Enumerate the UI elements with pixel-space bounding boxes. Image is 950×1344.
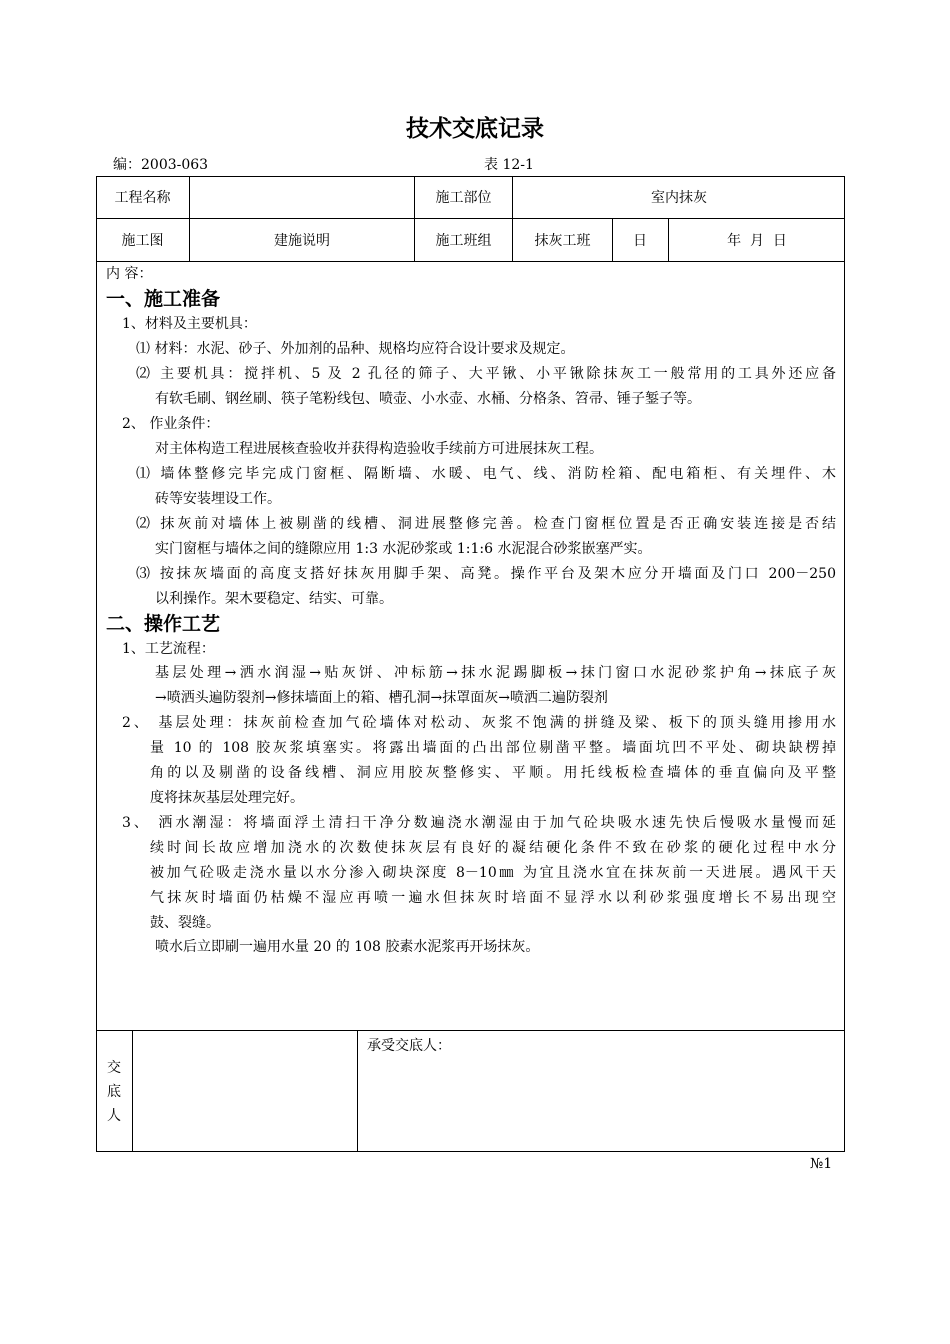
list-item: ⑴ 材料：水泥、砂子、外加剂的品种、规格均应符合设计要求及规定。: [136, 341, 575, 357]
list-item: 2、 作业条件：: [122, 416, 220, 432]
handover-label-char: 交: [107, 1059, 121, 1076]
project-name-label: 工程名称: [114, 190, 171, 206]
list-item: ⑵ 抹灰前对墙体上被剔凿的线槽、洞进展整修完善。检查门窗框位置是否正确安装连接是否结: [136, 516, 836, 532]
list-item: 1、工艺流程：: [122, 641, 215, 657]
list-item: 2、 基层处理：抹灰前检查加气砼墙体对松动、灰浆不饱满的拼缝及梁、板下的顶头缝用掺用水: [122, 715, 836, 731]
list-item: 1、材料及主要机具：: [122, 316, 257, 332]
page-number: №1: [810, 1156, 833, 1172]
table-number: 表 12-1: [484, 157, 534, 173]
handover-label-char: 底: [107, 1083, 121, 1100]
list-item: ⑶ 按抹灰墙面的高度支搭好抹灰用脚手架、高凳。操作平台及架木应分开墙面及门口 200－250: [136, 566, 836, 582]
drawing-label: 施工图: [121, 233, 164, 249]
team-label: 施工班组: [435, 233, 492, 249]
list-item: 以利操作。架木要稳定、结实、可靠。: [155, 591, 393, 607]
row-divider: [96, 261, 845, 262]
list-item: 实门窗框与墙体之间的缝隙应用 1:3 水泥砂浆或 1:1:6 水泥混合砂浆嵌塞严实。: [155, 541, 652, 557]
list-item: 量 10 的 108 胶灰浆填塞实。将露出墙面的凸出部位剔凿平整。墙面坑凹不平处、砌块缺楞掉: [150, 740, 836, 756]
list-item: 基层处理→洒水润湿→贴灰饼、冲标筋→抹水泥踢脚板→抹门窗口水泥砂浆护角→抹底子灰: [155, 665, 836, 681]
day-label: 日: [633, 233, 647, 249]
date-value[interactable]: 年 月 日: [727, 233, 787, 249]
drawing-value[interactable]: 建施说明: [274, 233, 330, 249]
list-item: ⑴ 墙体整修完毕完成门窗框、隔断墙、水暖、电气、线、消防栓箱、配电箱柜、有关埋件、木: [136, 466, 836, 482]
list-item: →喷洒头遍防裂剂→修抹墙面上的箱、槽孔洞→抹罩面灰→喷洒二遍防裂剂: [155, 690, 608, 706]
handover-person-label: [96, 1031, 132, 1152]
handover-label-char: 人: [107, 1107, 121, 1124]
list-item: 对主体构造工程进展核查验收并获得构造验收手续前方可进展抹灰工程。: [155, 441, 603, 457]
receiver-label: 承受交底人：: [367, 1038, 451, 1054]
list-item: 3、 洒水潮湿：将墙面浮土清扫干净分数遍浇水潮湿由于加气砼块吸水速先快后慢吸水量慢而延: [122, 815, 836, 831]
team-value[interactable]: 抹灰工班: [534, 233, 591, 249]
list-item: 度将抹灰基层处理完好。: [150, 790, 304, 806]
list-item: 砖等安装埋设工作。: [155, 491, 281, 507]
handover-signature-field[interactable]: [133, 1031, 357, 1152]
list-item: 被加气砼吸走浇水量以水分渗入砌块深度 8－10㎜ 为宜且浇水宜在抹灰前一天进展。遇风干天: [150, 865, 836, 881]
list-item: 续时间长故应增加浇水的次数使抹灰层有良好的凝结硬化条件不致在砂浆的硬化过程中水分: [150, 840, 836, 856]
section-heading: 二、操作工艺: [106, 613, 221, 635]
document-code: 编：2003-063: [113, 157, 209, 173]
list-item: ⑵ 主要机具：搅拌机、5 及 2 孔径的筛子、大平锹、小平锹除抹灰工一般常用的工具外还应备: [136, 366, 836, 382]
location-value[interactable]: 室内抹灰: [651, 190, 707, 206]
location-label: 施工部位: [435, 190, 492, 206]
list-item: 角的以及剔凿的设备线槽、洞应用胶灰整修实、平顺。用托线板检查墙体的垂直偏向及平整: [150, 765, 836, 781]
section-heading: 一、施工准备: [106, 288, 221, 310]
content-label: 内 容：: [106, 266, 153, 282]
list-item: 有软毛刷、钢丝刷、筷子笔粉线包、喷壶、小水壶、水桶、分格条、笤帚、锤子錾子等。: [155, 391, 701, 407]
list-item: 气抹灰时墙面仍枯燥不湿应再喷一遍水但抹灰时培面不显浮水以利砂浆强度增长不易出现空: [150, 890, 836, 906]
receiver-signature-field[interactable]: [358, 1060, 845, 1152]
project-name-value[interactable]: [190, 176, 414, 218]
list-item: 喷水后立即刷一遍用水量 20 的 108 胶素水泥浆再开场抹灰。: [155, 939, 540, 955]
list-item: 鼓、裂缝。: [150, 915, 220, 931]
page-title: 技术交底记录: [406, 116, 544, 142]
